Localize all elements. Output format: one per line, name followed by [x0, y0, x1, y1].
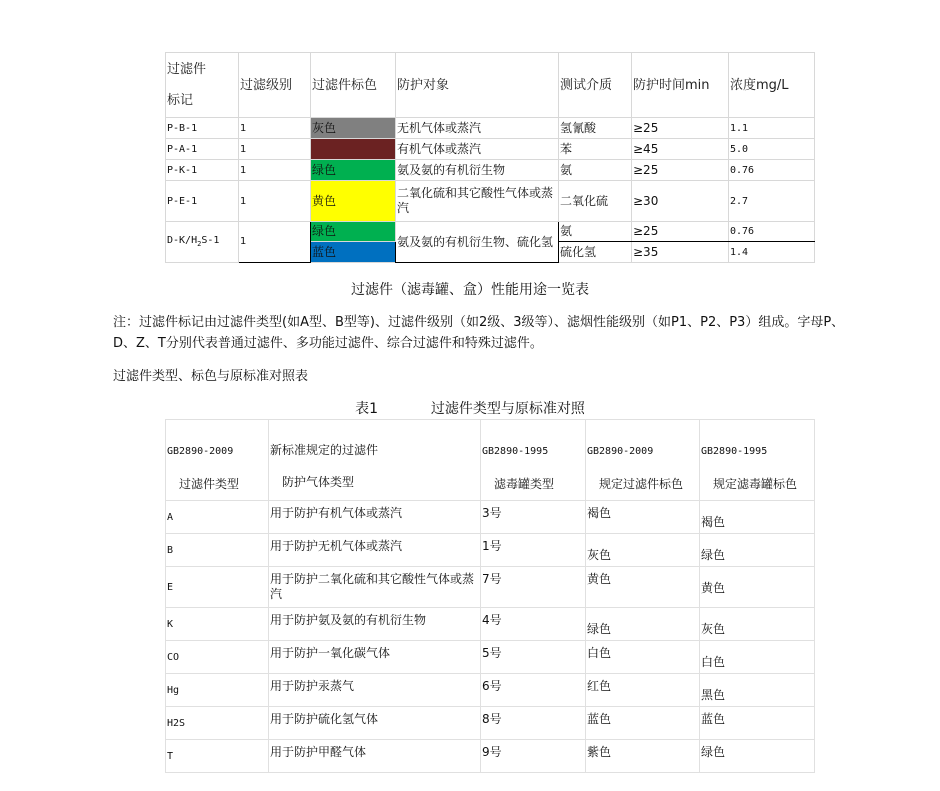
cell-color-2009: 紫色 [586, 740, 700, 773]
table-row [166, 567, 815, 608]
header-type: GB2890-2009 过滤件类型 [166, 420, 269, 501]
cell-target: 氨及氨的有机衍生物 [396, 160, 559, 181]
cell-color-2009: 白色 [586, 641, 700, 674]
filter-performance-table [165, 52, 815, 263]
table2-caption-title: 过滤件类型与原标准对照 [430, 401, 585, 417]
section-title: 过滤件类型、标色与原标准对照表 [113, 369, 309, 384]
cell-conc: 0.76 [729, 160, 815, 181]
cell-type: A [166, 501, 269, 534]
cell-target: 二氧化硫和其它酸性气体或蒸汽 [396, 181, 559, 222]
table-row [166, 641, 815, 674]
cell-mark: P-A-1 [166, 139, 239, 160]
cell-can: 4号 [481, 608, 586, 641]
cell-type: T [166, 740, 269, 773]
header-mark: 过滤件 标记 [166, 53, 239, 118]
cell-color [311, 139, 396, 160]
cell-type: H2S [166, 707, 269, 740]
cell-type: Hg [166, 674, 269, 707]
cell-time: ≥25 [632, 222, 729, 242]
table-row [166, 160, 815, 181]
cell-type: B [166, 534, 269, 567]
cell-color-1995: 黑色 [700, 674, 815, 707]
cell-type: K [166, 608, 269, 641]
table-row [166, 181, 815, 222]
header-level: 过滤级别 [239, 53, 311, 118]
table-row [166, 118, 815, 139]
cell-can: 5号 [481, 641, 586, 674]
cell-color-1995: 褐色 [700, 501, 815, 534]
cell-target: 无机气体或蒸汽 [396, 118, 559, 139]
cell-gas: 用于防护硫化氢气体 [269, 707, 481, 740]
cell-time: ≥25 [632, 160, 729, 181]
table-row [166, 608, 815, 641]
cell-color-1995: 绿色 [700, 534, 815, 567]
table-row [166, 222, 815, 242]
header-medium: 测试介质 [559, 53, 632, 118]
cell-time: ≥35 [632, 242, 729, 263]
table-row [166, 674, 815, 707]
cell-gas: 用于防护有机气体或蒸汽 [269, 501, 481, 534]
cell-can: 7号 [481, 567, 586, 608]
cell-color: 蓝色 [311, 242, 396, 263]
filter-standard-comparison-table [165, 419, 815, 773]
cell-can: 8号 [481, 707, 586, 740]
cell-gas: 用于防护甲醛气体 [269, 740, 481, 773]
table-row [166, 707, 815, 740]
cell-conc: 2.7 [729, 181, 815, 222]
cell-conc: 1.1 [729, 118, 815, 139]
cell-gas: 用于防护氨及氨的有机衍生物 [269, 608, 481, 641]
cell-can: 3号 [481, 501, 586, 534]
cell-type: E [166, 567, 269, 608]
header-conc: 浓度mg/L [729, 53, 815, 118]
table-header-row [166, 420, 815, 501]
header-color: 过滤件标色 [311, 53, 396, 118]
cell-time: ≥45 [632, 139, 729, 160]
cell-color-2009: 灰色 [586, 534, 700, 567]
cell-color-2009: 黄色 [586, 567, 700, 608]
cell-target: 氨及氨的有机衍生物、硫化氢 [396, 222, 559, 263]
cell-color-2009: 褐色 [586, 501, 700, 534]
cell-level: 1 [239, 222, 311, 263]
cell-medium: 氨 [559, 160, 632, 181]
cell-level: 1 [239, 181, 311, 222]
cell-medium: 苯 [559, 139, 632, 160]
cell-target: 有机气体或蒸汽 [396, 139, 559, 160]
cell-mark: $D-K/H_2S-1$ [166, 222, 239, 263]
cell-conc: 1.4 [729, 242, 815, 263]
cell-color-2009: 红色 [586, 674, 700, 707]
cell-level: 1 [239, 139, 311, 160]
cell-medium: 二氧化硫 [559, 181, 632, 222]
header-target: 防护对象 [396, 53, 559, 118]
cell-level: 1 [239, 160, 311, 181]
cell-mark: P-K-1 [166, 160, 239, 181]
cell-type: CO [166, 641, 269, 674]
cell-gas: 用于防护二氧化硫和其它酸性气体或蒸汽 [269, 567, 481, 608]
cell-time: ≥30 [632, 181, 729, 222]
cell-color-1995: 灰色 [700, 608, 815, 641]
cell-time: ≥25 [632, 118, 729, 139]
table-row [166, 501, 815, 534]
cell-color: 黄色 [311, 181, 396, 222]
table-header-row [166, 53, 815, 118]
cell-conc: 0.76 [729, 222, 815, 242]
table-row [166, 534, 815, 567]
cell-conc: 5.0 [729, 139, 815, 160]
cell-color: 绿色 [311, 160, 396, 181]
header-time: 防护时间min [632, 53, 729, 118]
cell-color-2009: 绿色 [586, 608, 700, 641]
table-row [166, 740, 815, 773]
header-gas: 新标准规定的过滤件 防护气体类型 [269, 420, 481, 501]
table-row [166, 139, 815, 160]
cell-color-1995: 蓝色 [700, 707, 815, 740]
cell-can: 1号 [481, 534, 586, 567]
cell-medium: 硫化氢 [559, 242, 632, 263]
cell-gas: 用于防护一氧化碳气体 [269, 641, 481, 674]
note-paragraph: 注：过滤件标记由过滤件类型(如A型、B型等)、过滤件级别（如2级、3级等）、滤烟性能级别（如P1、P2、P3）组成。字母P、D、Z、T分别代表普通过滤件、多功能过滤件、综合过滤件和特殊过滤件。 [113, 315, 845, 351]
cell-medium: 氢氰酸 [559, 118, 632, 139]
header-color-1995: GB2890-1995 规定滤毒罐标色 [700, 420, 815, 501]
table1-caption: 过滤件（滤毒罐、盒）性能用途一览表 [351, 282, 589, 298]
cell-color: 灰色 [311, 118, 396, 139]
cell-can: 9号 [481, 740, 586, 773]
cell-medium: 氨 [559, 222, 632, 242]
cell-gas: 用于防护无机气体或蒸汽 [269, 534, 481, 567]
cell-color-1995: 白色 [700, 641, 815, 674]
header-can: GB2890-1995 滤毒罐类型 [481, 420, 586, 501]
cell-gas: 用于防护汞蒸气 [269, 674, 481, 707]
cell-color: 绿色 [311, 222, 396, 242]
cell-color-1995: 绿色 [700, 740, 815, 773]
cell-mark: P-E-1 [166, 181, 239, 222]
table2-caption [0, 398, 940, 418]
header-color-2009: GB2890-2009 规定过滤件标色 [586, 420, 700, 501]
table2-caption-label: 表1 [355, 401, 378, 417]
cell-color-1995: 黄色 [700, 567, 815, 608]
cell-color-2009: 蓝色 [586, 707, 700, 740]
cell-mark: P-B-1 [166, 118, 239, 139]
cell-level: 1 [239, 118, 311, 139]
cell-can: 6号 [481, 674, 586, 707]
